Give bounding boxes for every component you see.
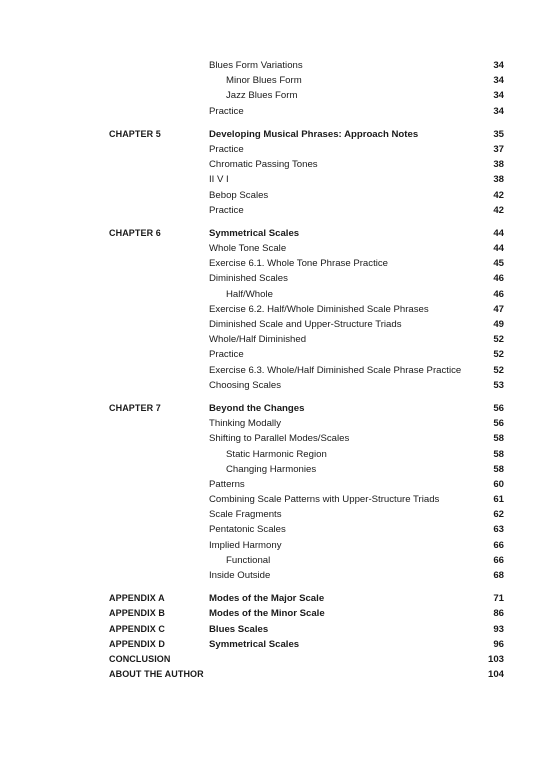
entry-title: Pentatonic Scales (209, 524, 286, 536)
entry-title: Exercise 6.1. Whole Tone Phrase Practice (209, 258, 388, 270)
entry-title: Bebop Scales (209, 189, 269, 201)
toc-entry[interactable] (0, 347, 560, 362)
entry-title: Static Harmonic Region (226, 448, 327, 460)
toc-entry[interactable] (0, 332, 560, 347)
page-number: 38 (493, 159, 504, 171)
section-gap (0, 119, 560, 127)
table-of-contents (0, 58, 560, 682)
toc-entry[interactable] (0, 522, 560, 537)
toc-entry[interactable] (0, 462, 560, 477)
page-number: 86 (493, 608, 504, 620)
toc-entry[interactable] (0, 416, 560, 431)
page-number: 104 (487, 669, 504, 681)
entry-title: Practice (209, 349, 244, 361)
entry-title: Jazz Blues Form (226, 90, 298, 102)
page-number: 71 (493, 593, 504, 605)
page-number: 62 (493, 509, 504, 521)
entry-title: Whole/Half Diminished (209, 334, 307, 346)
section-label: APPENDIX C (109, 623, 166, 634)
toc-entry[interactable] (0, 142, 560, 157)
page-number: 37 (493, 143, 504, 155)
page-number: 34 (493, 90, 504, 102)
toc-entry[interactable] (0, 226, 560, 241)
section-label: CONCLUSION (109, 653, 171, 664)
page-number: 35 (493, 128, 504, 140)
section-gap (0, 218, 560, 226)
page-number: 58 (493, 463, 504, 475)
toc-entry[interactable] (0, 591, 560, 606)
toc-entry[interactable] (0, 241, 560, 256)
toc-entry[interactable] (0, 104, 560, 119)
toc-entry[interactable] (0, 58, 560, 73)
entry-title: Half/Whole (226, 288, 273, 300)
entry-title: Practice (209, 204, 244, 216)
page-number: 42 (493, 204, 504, 216)
entry-title: Beyond the Changes (209, 402, 305, 414)
page-number: 66 (493, 554, 504, 566)
page-number: 53 (493, 379, 504, 391)
page-number: 56 (493, 402, 504, 414)
page-number: 44 (493, 227, 504, 239)
entry-title: Chromatic Passing Tones (209, 159, 318, 171)
entry-title: Blues Scales (209, 623, 269, 635)
toc-entry[interactable] (0, 477, 560, 492)
entry-title: Whole Tone Scale (209, 243, 287, 255)
toc-entry[interactable] (0, 317, 560, 332)
entry-title: Practice (209, 105, 244, 117)
page-number: 34 (493, 105, 504, 117)
page-number: 49 (493, 319, 504, 330)
page-number: 66 (493, 539, 504, 551)
toc-entry[interactable] (0, 302, 560, 317)
section-gap (0, 393, 560, 401)
toc-entry[interactable] (0, 172, 560, 187)
page-number: 42 (493, 189, 504, 201)
entry-title: Modes of the Minor Scale (209, 608, 325, 620)
toc-entry[interactable] (0, 667, 560, 682)
toc-entry[interactable] (0, 622, 560, 637)
page-number: 52 (493, 334, 504, 346)
toc-entry[interactable] (0, 553, 560, 568)
page-number: 52 (493, 364, 504, 376)
toc-entry[interactable] (0, 401, 560, 416)
page-number: 47 (493, 303, 504, 315)
toc-entry[interactable] (0, 507, 560, 522)
page-number: 34 (493, 60, 504, 71)
entry-title: Inside Outside (209, 570, 271, 581)
entry-title: Combining Scale Patterns with Upper-Structure Triads (209, 494, 440, 506)
entry-title: II V I (209, 174, 229, 186)
entry-title: Scale Fragments (209, 509, 282, 521)
toc-entry[interactable] (0, 447, 560, 462)
page-number: 60 (493, 478, 504, 490)
toc-entry[interactable] (0, 431, 560, 446)
entry-title: Practice (209, 143, 244, 155)
toc-entry[interactable] (0, 188, 560, 203)
entry-title: Symmetrical Scales (209, 638, 300, 650)
entry-title: Diminished Scale and Upper-Structure Triads (209, 319, 402, 330)
toc-entry[interactable] (0, 73, 560, 88)
toc-entry[interactable] (0, 203, 560, 218)
toc-entry[interactable] (0, 492, 560, 507)
entry-title: Exercise 6.3. Whole/Half Diminished Scale Phrase Practice (209, 364, 462, 376)
toc-entry[interactable] (0, 363, 560, 378)
section-label: CHAPTER 6 (109, 227, 161, 238)
page-number: 96 (493, 638, 504, 650)
toc-entry[interactable] (0, 287, 560, 302)
entry-title: Implied Harmony (209, 539, 282, 551)
entry-title: Symmetrical Scales (209, 227, 300, 239)
toc-entry[interactable] (0, 271, 560, 286)
page-number: 93 (493, 623, 504, 635)
toc-entry[interactable] (0, 606, 560, 621)
toc-entry[interactable] (0, 157, 560, 172)
toc-entry[interactable] (0, 538, 560, 553)
toc-entry[interactable] (0, 568, 560, 583)
section-gap (0, 583, 560, 591)
entry-title: Shifting to Parallel Modes/Scales (209, 433, 350, 445)
section-label: APPENDIX A (109, 593, 165, 604)
page-number: 44 (493, 243, 504, 255)
entry-title: Thinking Modally (209, 418, 281, 430)
page-number: 61 (493, 494, 504, 506)
entry-title: Functional (226, 554, 271, 566)
entry-title: Minor Blues Form (226, 75, 302, 87)
section-label: APPENDIX B (109, 608, 166, 619)
section-label: APPENDIX D (109, 638, 166, 649)
entry-title: Developing Musical Phrases: Approach Notes (209, 128, 419, 140)
entry-title: Changing Harmonies (226, 463, 317, 475)
toc-entry[interactable] (0, 256, 560, 271)
page-number: 45 (493, 258, 504, 270)
page-number: 38 (493, 174, 504, 186)
entry-title: Exercise 6.2. Half/Whole Diminished Scale Phrases (209, 303, 429, 315)
page-number: 52 (493, 349, 504, 361)
page-number: 68 (493, 570, 504, 581)
entry-title: Choosing Scales (209, 379, 281, 391)
page-number: 103 (487, 653, 504, 665)
page-number: 58 (493, 448, 504, 460)
page-number: 56 (493, 418, 504, 430)
entry-title: Diminished Scales (209, 273, 288, 285)
entry-title: Patterns (209, 478, 245, 490)
page-number: 34 (493, 75, 504, 87)
toc-entry[interactable] (0, 88, 560, 103)
toc-entry[interactable] (0, 378, 560, 393)
page-number: 46 (493, 288, 504, 300)
entry-title: Blues Form Variations (209, 60, 303, 71)
toc-entry[interactable] (0, 127, 560, 142)
entry-title: Modes of the Major Scale (209, 593, 325, 605)
toc-entry[interactable] (0, 637, 560, 652)
page-number: 46 (493, 273, 504, 285)
section-label: ABOUT THE AUTHOR (109, 669, 204, 680)
page-number: 58 (493, 433, 504, 445)
page-number: 63 (493, 524, 504, 536)
section-label: CHAPTER 7 (109, 402, 161, 413)
section-label: CHAPTER 5 (109, 128, 161, 139)
toc-entry[interactable] (0, 652, 560, 667)
